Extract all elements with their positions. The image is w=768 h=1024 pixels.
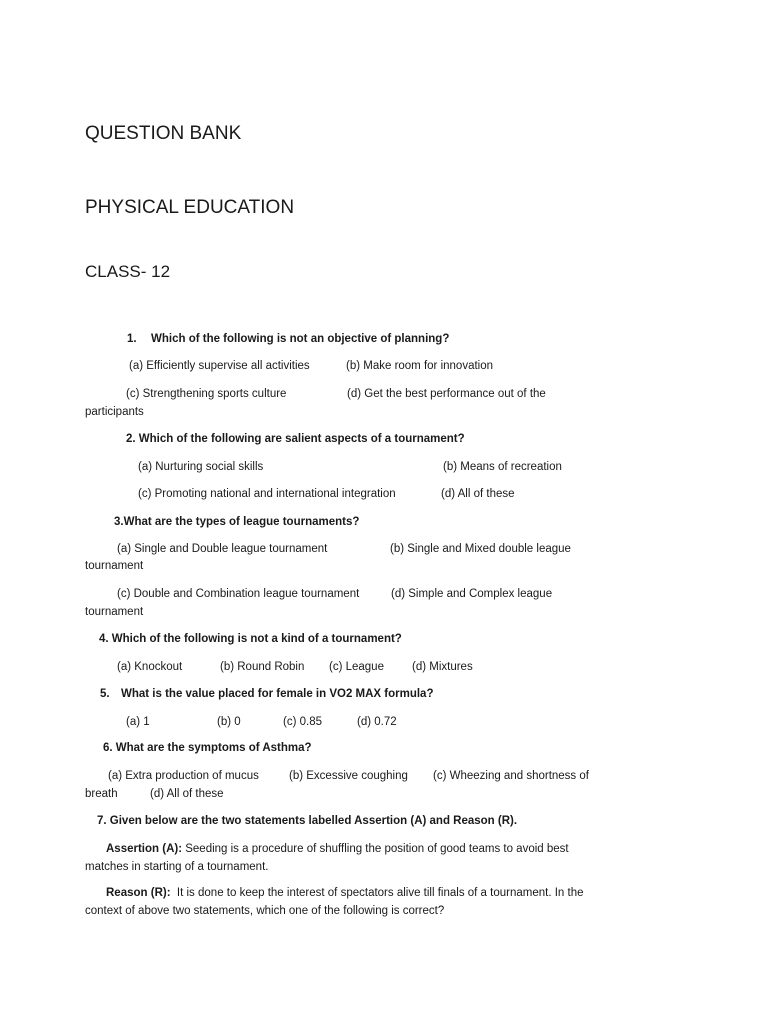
question-1-option-d: (d) Get the best performance out of the [347, 388, 546, 400]
question-4-option-c: (c) League [329, 661, 384, 673]
question-2-option-c: (c) Promoting national and international integration [138, 488, 396, 500]
question-4-option-d: (d) Mixtures [412, 661, 473, 673]
assertion-text: Seeding is a procedure of shuffling the position of good teams to avoid best [182, 843, 569, 855]
question-6-option-c: (c) Wheezing and shortness of [433, 770, 589, 782]
question-5-number: 5. [100, 688, 110, 700]
question-1-option-b: (b) Make room for innovation [346, 360, 494, 372]
question-3-option-b: (b) Single and Mixed double league [390, 543, 571, 555]
question-6-option-b: (b) Excessive coughing [289, 770, 408, 782]
reason-line-1 [106, 886, 583, 900]
question-6-text: 6. What are the symptoms of Asthma? [103, 742, 312, 754]
question-3-text: 3.What are the types of league tournaments? [114, 516, 360, 528]
assertion-label: Assertion (A): [106, 843, 183, 855]
question-2-text: 2. Which of the following are salient aspects of a tournament? [126, 433, 465, 445]
question-7-text: 7. Given below are the two statements labelled Assertion (A) and Reason (R). [97, 815, 518, 827]
question-1-option-d-continued: participants [85, 406, 144, 418]
question-6-option-d: (d) All of these [150, 788, 224, 800]
question-3-option-c: (c) Double and Combination league tournament [117, 588, 360, 600]
question-3-option-d-continued: tournament [85, 606, 144, 618]
question-5-option-d: (d) 0.72 [357, 716, 397, 728]
question-4-text: 4. Which of the following is not a kind of a tournament? [99, 633, 402, 645]
question-4-option-a: (a) Knockout [117, 661, 183, 673]
question-1-number: 1. [127, 333, 137, 345]
question-1-option-c: (c) Strengthening sports culture [126, 388, 287, 400]
question-3-option-b-continued: tournament [85, 560, 144, 572]
question-3-option-a: (a) Single and Double league tournament [117, 543, 328, 555]
question-2-option-a: (a) Nurturing social skills [138, 461, 264, 473]
question-5-option-a: (a) 1 [126, 716, 150, 728]
question-1-option-a: (a) Efficiently supervise all activities [129, 360, 310, 372]
class-heading: CLASS- 12 [85, 262, 171, 281]
assertion-line-2: matches in starting of a tournament. [85, 861, 269, 873]
question-5-option-b: (b) 0 [217, 716, 241, 728]
reason-text: It is done to keep the interest of spectators alive till finals of a tournament. In the [170, 887, 584, 899]
assertion-line-1 [106, 842, 569, 856]
question-3-option-d: (d) Simple and Complex league [391, 588, 553, 600]
subject-heading: PHYSICAL EDUCATION [85, 197, 295, 218]
question-6-option-c-continued: breath [85, 788, 118, 800]
question-2-option-d: (d) All of these [441, 488, 515, 500]
question-5-text: What is the value placed for female in VO2 MAX formula? [121, 688, 434, 700]
question-5-option-c: (c) 0.85 [283, 716, 322, 728]
question-1-text: Which of the following is not an objective of planning? [151, 333, 450, 345]
document-title: QUESTION BANK [85, 123, 242, 144]
question-2-option-b: (b) Means of recreation [443, 461, 562, 473]
question-6-option-a: (a) Extra production of mucus [108, 770, 259, 782]
question-4-option-b: (b) Round Robin [220, 661, 305, 673]
reason-label: Reason (R): [106, 887, 171, 899]
reason-line-2: context of above two statements, which one of the following is correct? [85, 905, 445, 917]
